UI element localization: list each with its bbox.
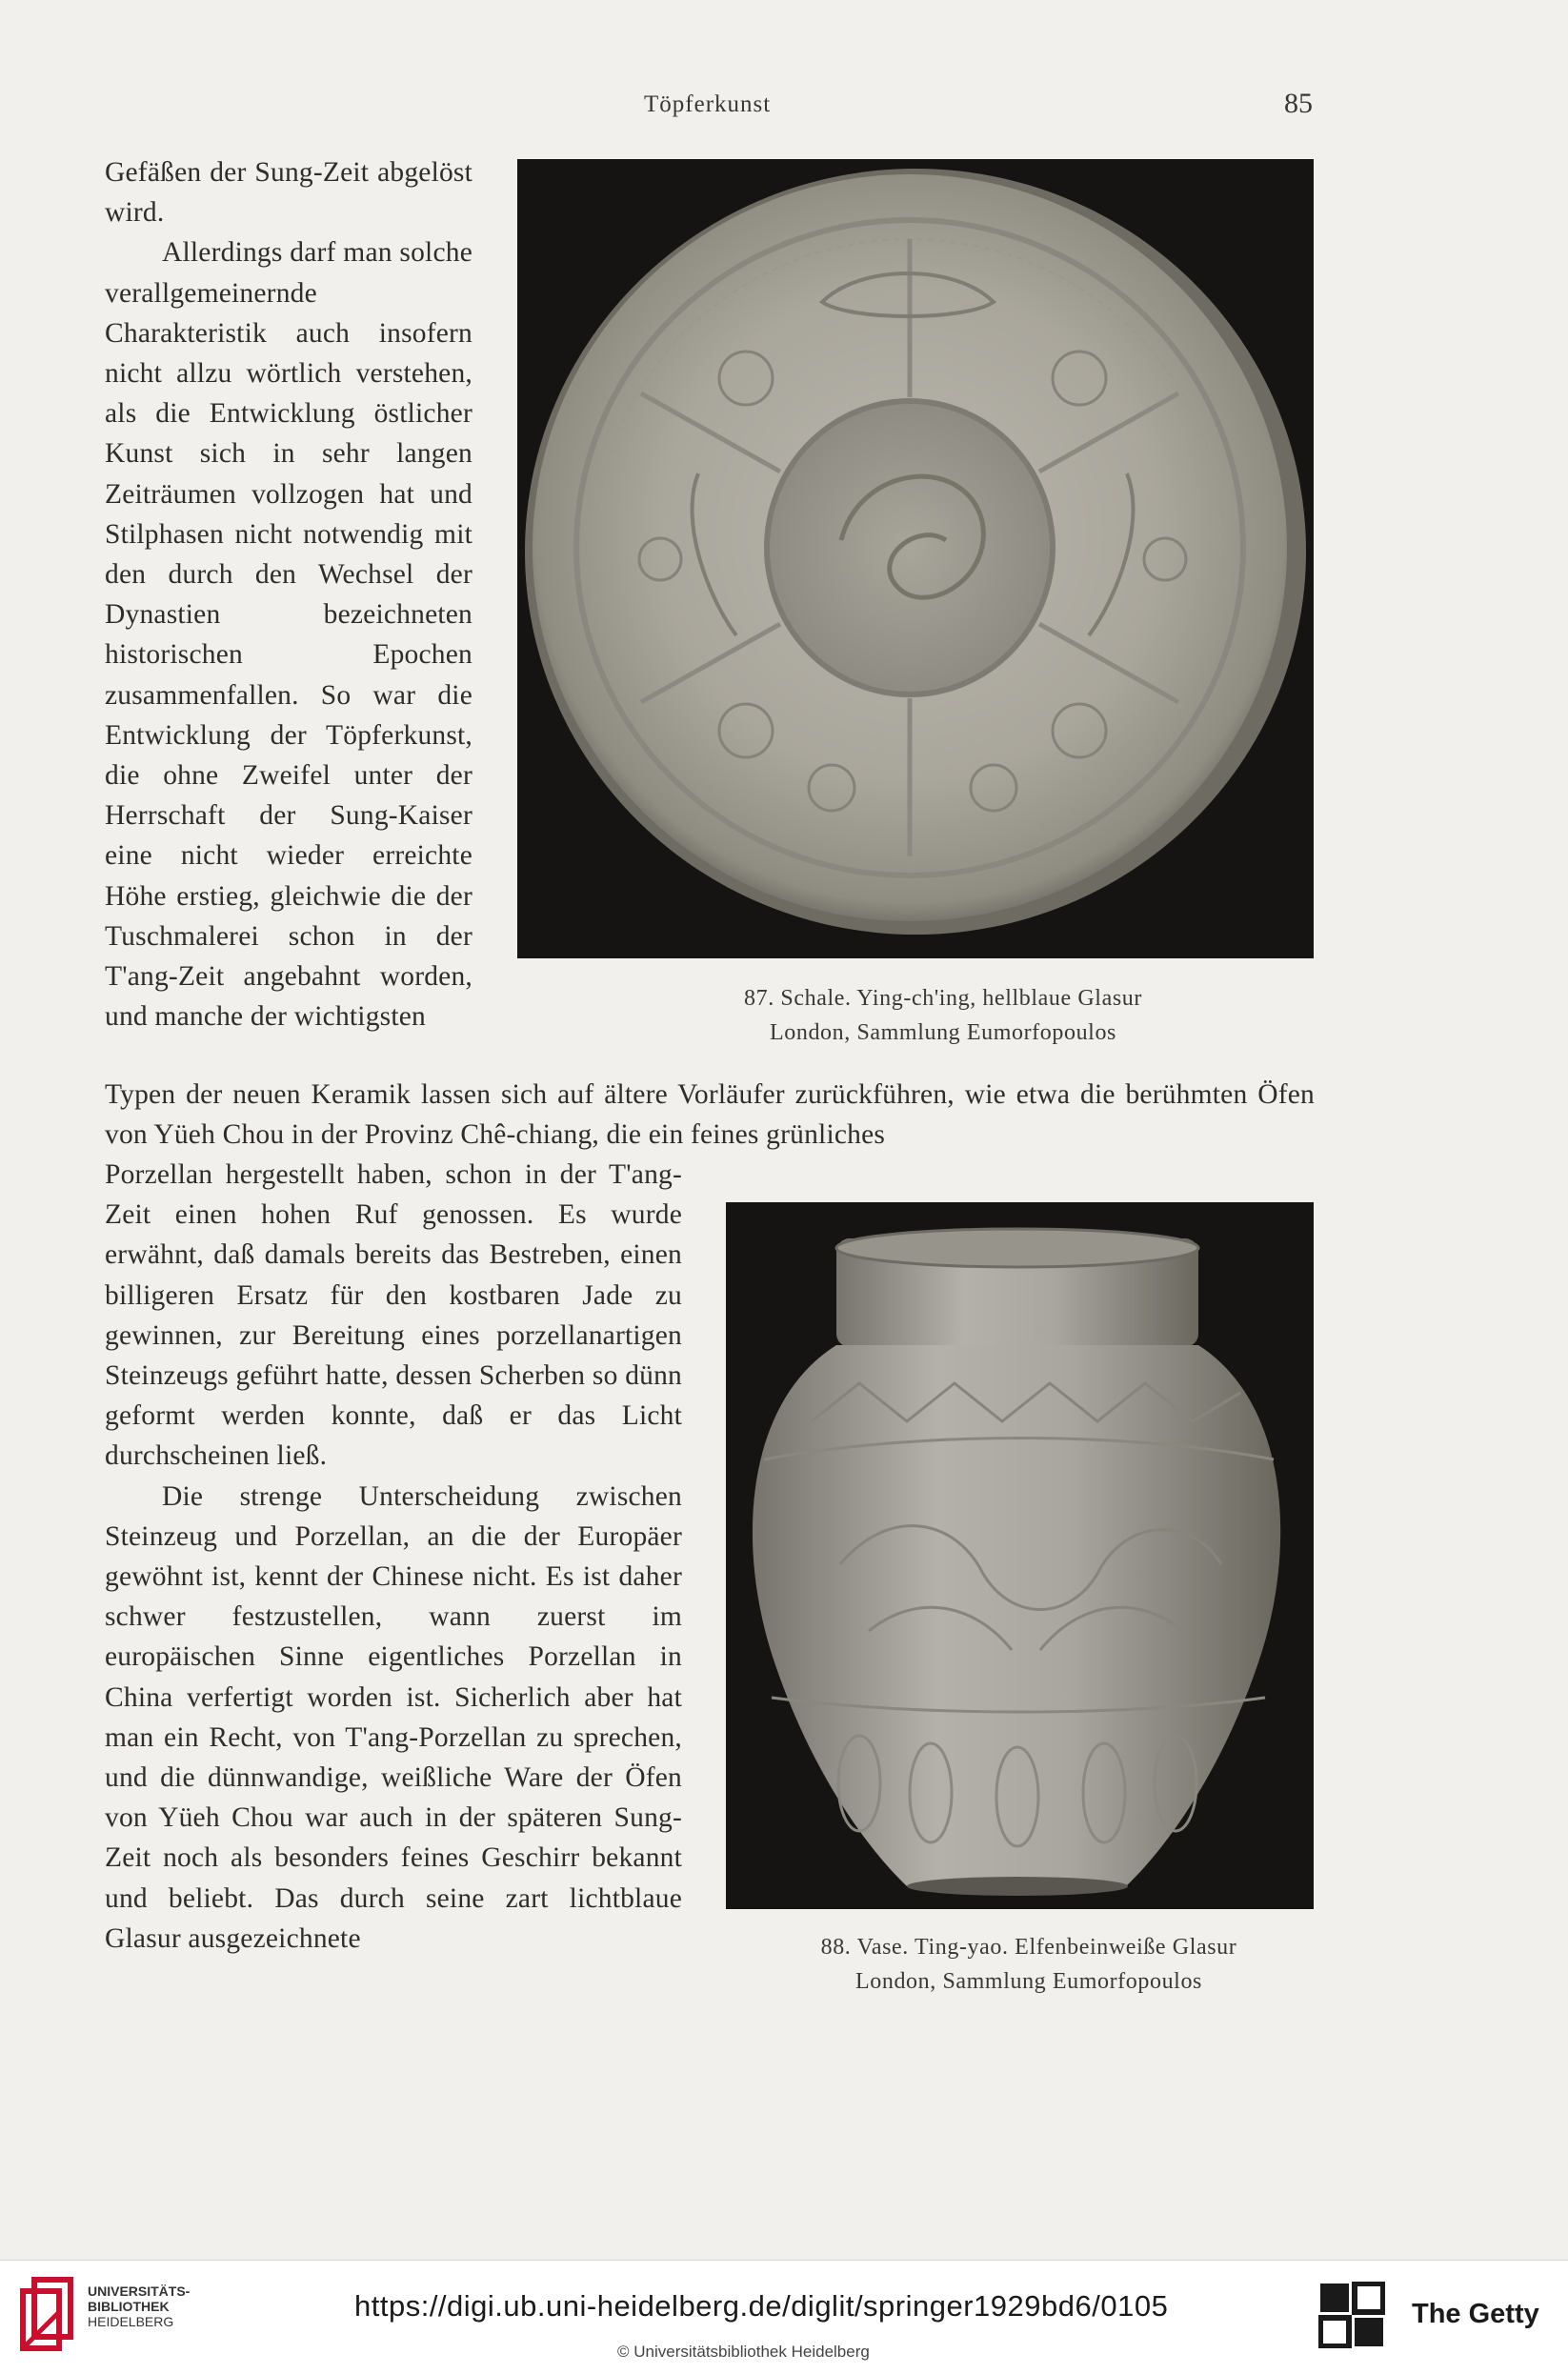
partner-name: The Getty [1412, 2299, 1539, 2329]
paragraph: Allerdings darf man solche verallgemeinernde Charakteristik auch insofern nicht allzu wörtlich verstehen, als die Entwicklung östlicher Kunst sich in sehr langen Zeiträumen vollzogen hat und Stilphasen nicht notwendig mit den durch den Wechsel der Dynastien bezeichneten historischen Epochen zusammenfallen. So war die Entwicklung der Töpferkunst, die ohne Zweifel unter der Herrschaft der Sung-Kaiser eine nicht wieder erreichte Höhe erstieg, gleichwie die der Tuschmalerei schon in der T'ang-Zeit angebahnt worden, und manche der wichtigsten [105, 237, 472, 1033]
figure-87-caption [610, 981, 1277, 1050]
paragraph: Typen der neuen Keramik lassen sich auf ältere Vorläufer zurückführen, wie etwa die berühmten Öfen von Yüeh Chou in der Provinz Chê-chiang, die ein feines grünliches [105, 1079, 1315, 1151]
figure-88-vase-image [726, 1202, 1314, 1909]
figure-87-bowl-image [517, 159, 1314, 958]
running-title: Töpferkunst [644, 91, 772, 117]
running-head [0, 88, 1568, 126]
caption-source: London, Sammlung Eumorfopoulos [855, 1969, 1202, 1994]
paragraph: Die strenge Unterscheidung zwischen Steinzeug und Porzellan, an die der Europäer gewöhnt ist, kennt der Chinese nicht. Es ist daher schwer festzustellen, wann zuerst im europäischen Sinne eigentliches Porzellan in China verfertigt worden ist. Sicherlich aber hat man ein Recht, von T'ang-Porzellan zu sprechen, und die dünnwandige, weißliche Ware der Öfen von Yüeh Chou war auch in der späteren Sung-Zeit noch als besonders feines Geschirr bekannt und beliebt. Das durch seine zart lichtblaue Glasur ausgezeichnete [105, 1480, 682, 1954]
copyright-notice: © Universitätsbibliothek Heidelberg [617, 2343, 870, 2361]
page-number: 85 [1284, 88, 1313, 119]
permalink-url[interactable]: https://digi.ub.uni-heidelberg.de/diglit/springer1929bd6/0105 [354, 2289, 1169, 2323]
library-name: UNIVERSITÄTS- BIBLIOTHEK HEIDELBERG [88, 2283, 191, 2329]
paragraph: Gefäßen der Sung-Zeit abgelöst wird. [105, 157, 472, 229]
figure-88-caption [705, 1930, 1353, 1999]
digitization-footer [0, 2260, 1568, 2374]
text-full-width [105, 1075, 1315, 1155]
caption-title: 87. Schale. Ying-ch'ing, hellblaue Glasur [744, 986, 1142, 1011]
caption-source: London, Sammlung Eumorfopoulos [770, 1020, 1116, 1045]
text-column-bottom [105, 1155, 682, 1959]
getty-logo-icon[interactable] [1318, 2282, 1385, 2348]
caption-title: 88. Vase. Ting-yao. Elfenbeinweiße Glasur [820, 1935, 1237, 1960]
text-column-top [105, 152, 472, 1036]
paragraph: Porzellan hergestellt haben, schon in der T'ang-Zeit einen hohen Ruf genossen. Es wurde erwähnt, daß damals bereits das Bestreben, einen billigeren Ersatz für den kostbaren Jade zu gewinnen, zur Bereitung eines porzellanartigen Steinzeugs geführt hatte, dessen Scherben so dünn geformt werden konnte, daß er das Licht durchscheinen ließ. [105, 1159, 682, 1472]
ub-heidelberg-logo-icon[interactable] [17, 2274, 76, 2356]
